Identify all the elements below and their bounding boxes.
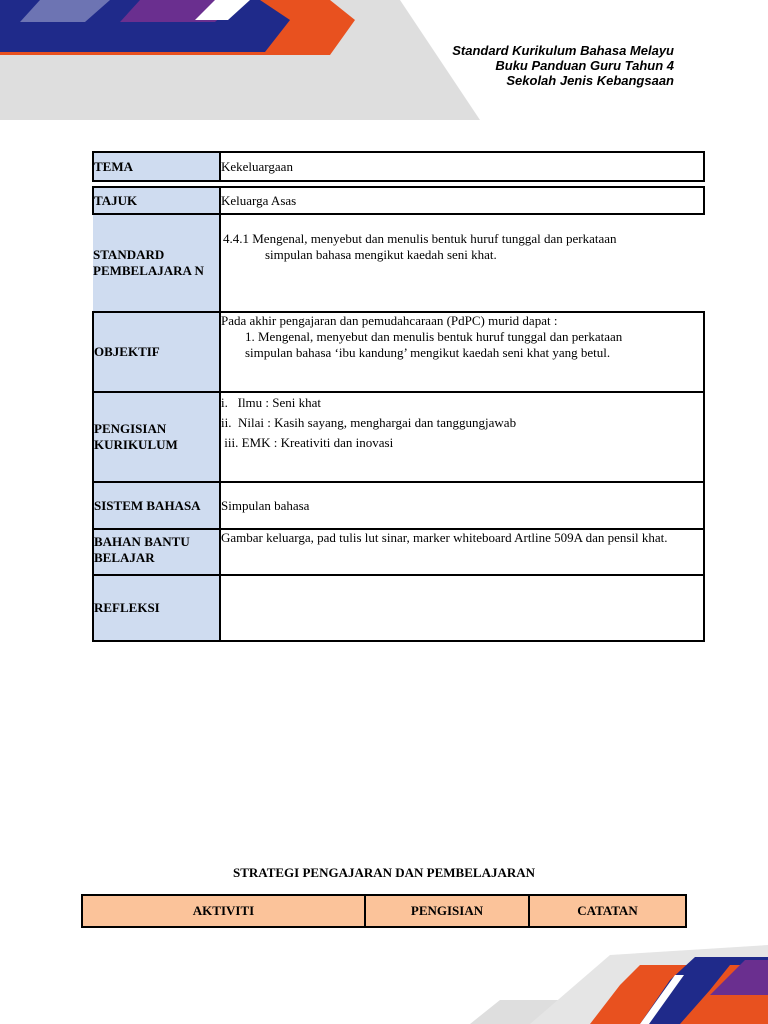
standard-label: STANDARD PEMBELAJARA N bbox=[93, 214, 220, 312]
tema-value: Kekeluargaan bbox=[220, 152, 704, 181]
tajuk-value: Keluarga Asas bbox=[220, 187, 704, 214]
standard-line-2: simpulan bahasa mengikut kaedah seni khat. bbox=[265, 247, 497, 262]
row-standard bbox=[93, 214, 704, 312]
sistem-value: Simpulan bahasa bbox=[220, 482, 704, 529]
bahan-value: Gambar keluarga, pad tulis lut sinar, marker whiteboard Artline 509A dan pensil khat. bbox=[220, 529, 704, 575]
col-aktiviti: AKTIVITI bbox=[82, 895, 365, 927]
row-tema bbox=[93, 152, 704, 181]
pengisian-item-2: ii. Nilai : Kasih sayang, menghargai dan tanggungjawab bbox=[221, 415, 517, 430]
col-catatan: CATATAN bbox=[529, 895, 686, 927]
header-line-3: Sekolah Jenis Kebangsaan bbox=[506, 73, 674, 88]
standard-line-1: 4.4.1 Mengenal, menyebut dan menulis bentuk huruf tunggal dan perkataan bbox=[223, 231, 617, 246]
pengisian-item-1: i. Ilmu : Seni khat bbox=[221, 395, 322, 410]
objektif-line-2: 1. Mengenal, menyebut dan menulis bentuk huruf tunggal dan perkataan bbox=[245, 329, 623, 344]
lesson-info-table bbox=[92, 151, 705, 642]
strategi-header-row bbox=[82, 895, 686, 927]
footer-banner-graphic bbox=[440, 935, 768, 1024]
objektif-line-1: Pada akhir pengajaran dan pemudahcaraan (PdPC) murid dapat : bbox=[221, 313, 558, 328]
bahan-label: BAHAN BANTU BELAJAR bbox=[93, 529, 220, 575]
objektif-value bbox=[220, 312, 704, 392]
sistem-label: SISTEM BAHASA bbox=[93, 482, 220, 529]
standard-value bbox=[220, 214, 704, 312]
tema-label: TEMA bbox=[93, 152, 220, 181]
row-sistem bbox=[93, 482, 704, 529]
col-pengisian: PENGISIAN bbox=[365, 895, 529, 927]
row-refleksi bbox=[93, 575, 704, 641]
row-pengisian bbox=[93, 392, 704, 482]
tajuk-label: TAJUK bbox=[93, 187, 220, 214]
document-header bbox=[452, 43, 674, 88]
pengisian-value bbox=[220, 392, 704, 482]
pengisian-item-3: iii. EMK : Kreativiti dan inovasi bbox=[221, 435, 394, 450]
objektif-line-3: simpulan bahasa ‘ibu kandung’ mengikut kaedah seni khat yang betul. bbox=[245, 345, 611, 360]
pengisian-label: PENGISIAN KURIKULUM bbox=[93, 392, 220, 482]
row-objektif bbox=[93, 312, 704, 392]
header-line-1: Standard Kurikulum Bahasa Melayu bbox=[452, 43, 674, 58]
strategi-table bbox=[81, 894, 687, 928]
header-line-2: Buku Panduan Guru Tahun 4 bbox=[495, 58, 674, 73]
objektif-label: OBJEKTIF bbox=[93, 312, 220, 392]
row-tajuk bbox=[93, 187, 704, 214]
strategi-title: STRATEGI PENGAJARAN DAN PEMBELAJARAN bbox=[232, 865, 536, 880]
row-bahan bbox=[93, 529, 704, 575]
refleksi-label: REFLEKSI bbox=[93, 575, 220, 641]
refleksi-value bbox=[220, 575, 704, 641]
